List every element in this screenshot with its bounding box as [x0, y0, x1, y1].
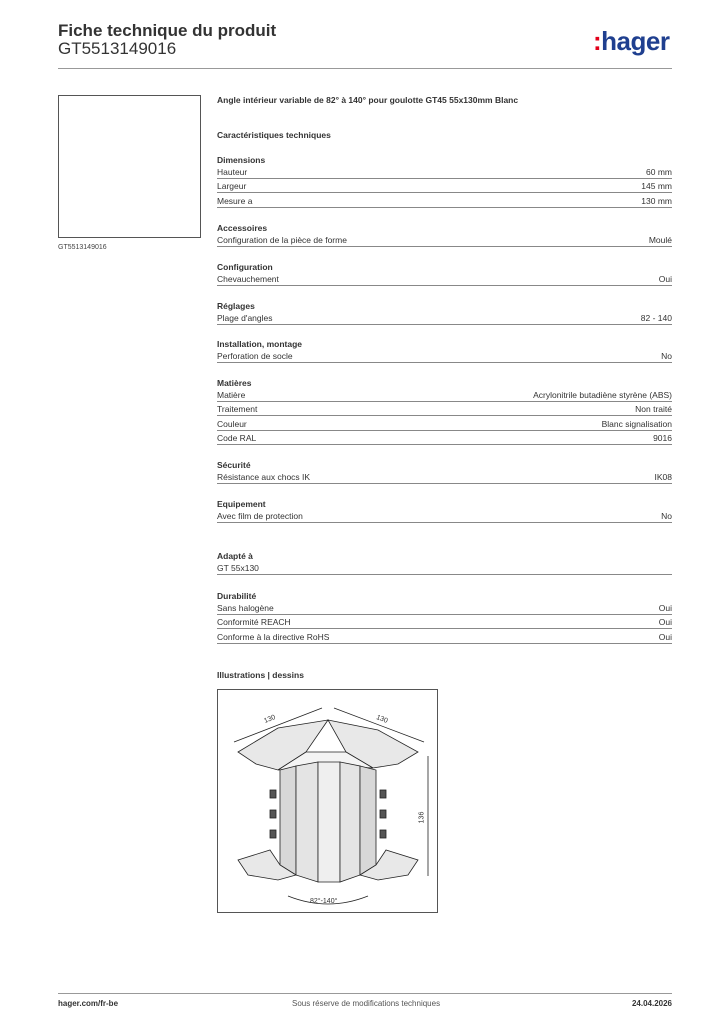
spec-value: Non traité: [635, 404, 672, 415]
spec-row: [217, 348, 672, 363]
spec-row: [217, 416, 672, 431]
spec-label: Chevauchement: [217, 273, 279, 284]
spec-label: Couleur: [217, 418, 247, 429]
section-title: Sécurité: [217, 460, 251, 470]
tech-heading: Caractéristiques techniques: [217, 130, 331, 140]
drawing-svg: [218, 690, 437, 912]
spec-label: Code RAL: [217, 433, 257, 444]
product-description: Angle intérieur variable de 82° à 140° pour goulotte GT45 55x130mm Blanc: [217, 95, 519, 105]
section-title: Durabilité: [217, 591, 257, 601]
spec-value: Oui: [658, 273, 672, 284]
spec-value: No: [661, 510, 672, 521]
spec-row: [217, 431, 672, 446]
spec-label: GT 55x130: [217, 562, 259, 573]
logo-dot: :: [593, 26, 602, 56]
spec-label: Configuration de la pièce de forme: [217, 234, 347, 245]
spec-row: [217, 164, 672, 179]
dimension-left: 130: [263, 714, 277, 725]
section-title: Installation, montage: [217, 339, 303, 349]
hager-logo: [593, 26, 669, 56]
spec-value: Oui: [658, 631, 672, 642]
section-title: Adapté à: [217, 551, 253, 561]
spec-row: [217, 600, 672, 615]
spec-value: 145 mm: [641, 181, 672, 192]
section-title: Accessoires: [217, 223, 268, 233]
spec-row: [217, 615, 672, 630]
spec-label: Conforme à la directive RoHS: [217, 631, 330, 642]
spec-label: Sans halogène: [217, 602, 274, 613]
footer-divider: [58, 993, 672, 994]
spec-row: [217, 560, 672, 575]
section-title: Réglages: [217, 301, 255, 311]
spec-value: 60 mm: [646, 166, 672, 177]
spec-value: 9016: [653, 433, 672, 444]
section-title: Configuration: [217, 262, 273, 272]
dimension-height: 136: [418, 811, 426, 824]
spec-row: [217, 232, 672, 247]
product-reference: GT5513149016: [58, 39, 177, 58]
spec-label: Mesure a: [217, 195, 253, 206]
spec-label: Matière: [217, 389, 246, 400]
spec-value: IK08: [654, 471, 672, 482]
spec-row: [217, 179, 672, 194]
logo-text: hager: [601, 26, 670, 56]
dimension-angle: 82°-140°: [310, 898, 338, 905]
spec-row: [217, 629, 672, 644]
spec-label: Plage d'angles: [217, 312, 273, 323]
spec-value: Oui: [658, 617, 672, 628]
spec-label: Largeur: [217, 181, 247, 192]
spec-value: Acrylonitrile butadiène styrène (ABS): [533, 389, 672, 400]
spec-row: [217, 508, 672, 523]
spec-row: [217, 193, 672, 208]
spec-value: No: [661, 350, 672, 361]
spec-value: 82 - 140: [640, 312, 672, 323]
spec-row: [217, 271, 672, 286]
spec-label: Résistance aux chocs IK: [217, 471, 311, 482]
spec-value: Moulé: [648, 234, 672, 245]
section-title: Equipement: [217, 499, 266, 509]
spec-value: Blanc signalisation: [601, 418, 672, 429]
spec-row: [217, 402, 672, 417]
product-image-caption: GT5513149016: [58, 244, 107, 251]
header-divider: [58, 68, 672, 69]
product-image: [58, 95, 201, 238]
spec-label: Perforation de socle: [217, 350, 293, 361]
spec-value: 130 mm: [641, 195, 672, 206]
spec-label: Conformité REACH: [217, 617, 291, 628]
spec-row: [217, 387, 672, 402]
footer-date: 24.04.2026: [631, 999, 672, 1008]
spec-label: Traitement: [217, 404, 258, 415]
spec-value: Oui: [658, 602, 672, 613]
section-title: Dimensions: [217, 155, 266, 165]
dimension-right: 130: [375, 714, 389, 725]
footer-website: hager.com/fr-be: [58, 999, 119, 1008]
spec-label: Hauteur: [217, 166, 248, 177]
footer-notice: Sous réserve de modifications techniques: [292, 999, 441, 1008]
section-title: Matières: [217, 378, 252, 388]
spec-row: [217, 469, 672, 484]
technical-drawing: [217, 689, 438, 913]
page-title: Fiche technique du produit: [58, 21, 277, 40]
illustrations-title: Illustrations | dessins: [217, 670, 304, 680]
spec-row: [217, 310, 672, 325]
spec-label: Avec film de protection: [217, 510, 303, 521]
